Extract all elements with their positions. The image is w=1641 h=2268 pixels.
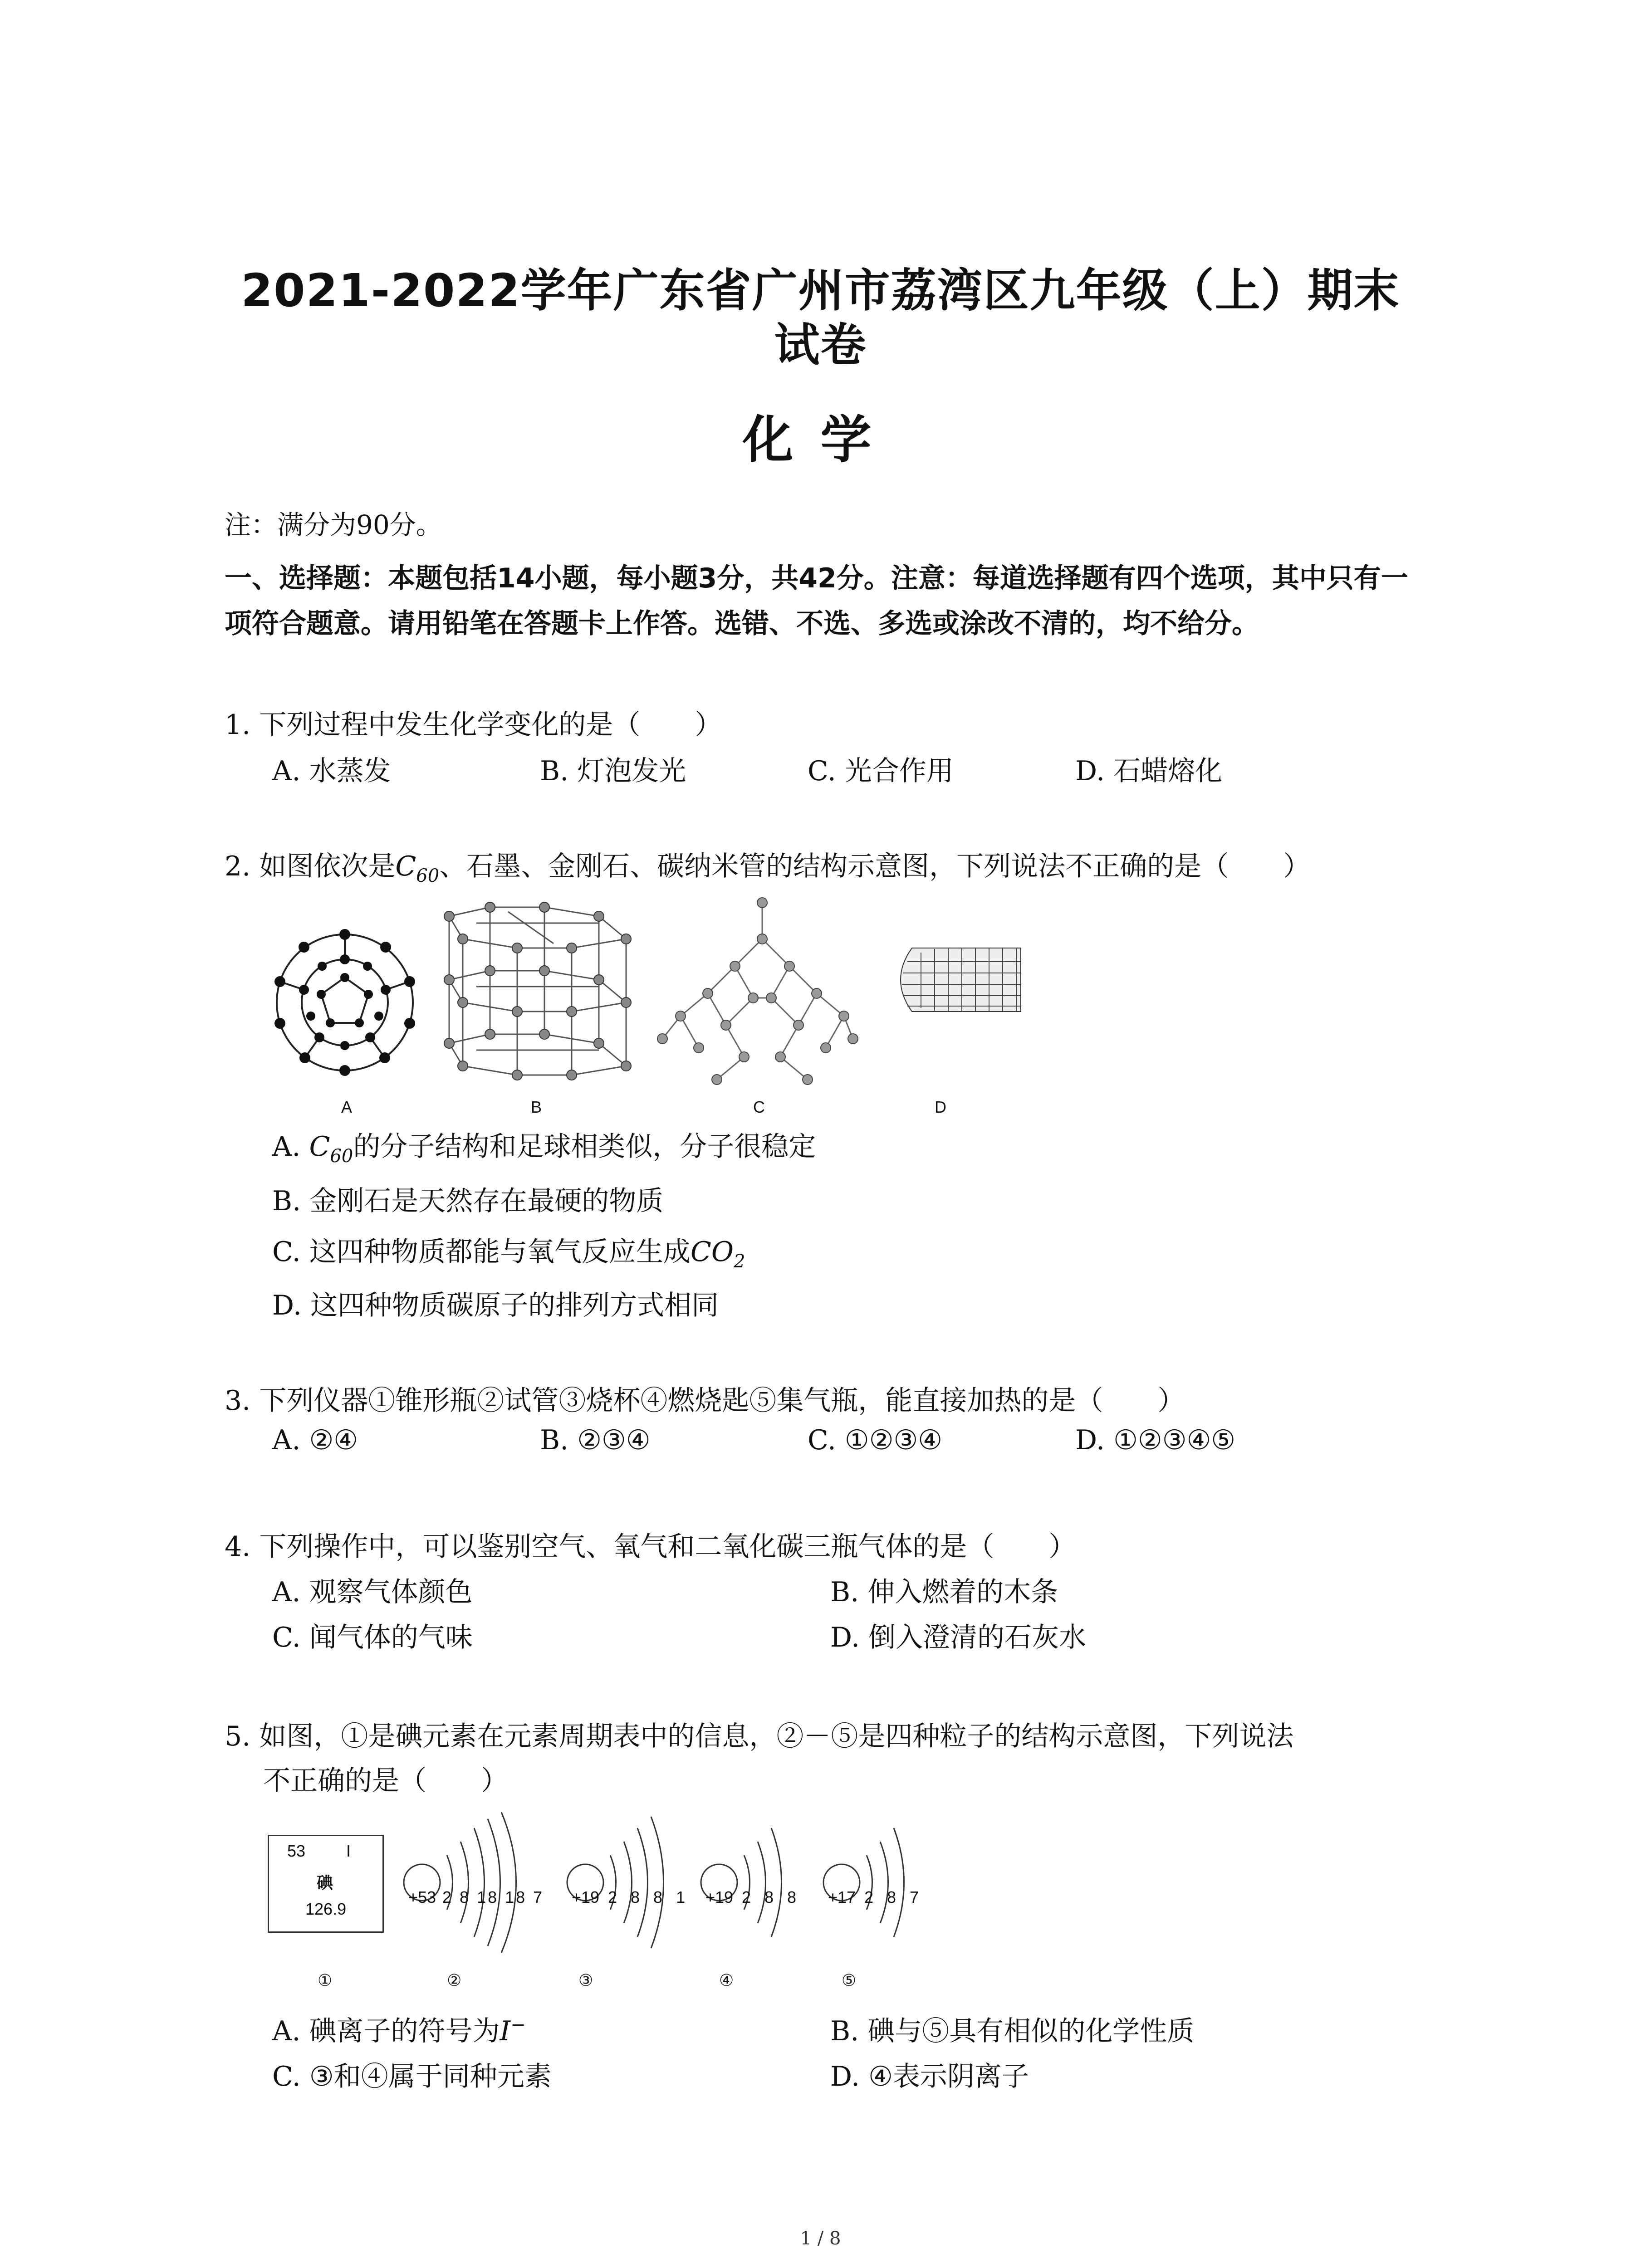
q2-stem: [225, 845, 1310, 886]
particle4-shells: 2 8 8: [742, 1888, 801, 1906]
element-name: 碘: [317, 1873, 333, 1892]
section-instructions: 一、选择题：本题包括14小题，每小题3分，共42分。注意：每道选择题有四个选项，其中只有一项符合题意。请用铅笔在答题卡上作答。选错、不选、多选或涂改不清的，均不给分。: [225, 562, 1408, 640]
particle5-shells: 2 8 7: [864, 1888, 924, 1906]
nanotube-structure-illustration: [901, 948, 1021, 1012]
q5-fig-label-1: ①: [318, 1971, 333, 1989]
q1-option-d[interactable]: D. 石蜡熔化: [1075, 755, 1223, 787]
element-atomic-number: 53: [287, 1842, 306, 1860]
iodine-element-card: [268, 1835, 384, 1933]
q3-option-b[interactable]: B. ②③④: [540, 1424, 651, 1456]
q5-stem-line1: 5. 如图，①是碘元素在元素周期表中的信息，②－⑤是四种粒子的结构示意图，下列说法: [225, 1721, 1294, 1752]
q2-formula-c60: $C_{60}$: [395, 850, 440, 886]
q5-fig-label-2: ②: [447, 1971, 462, 1989]
exam-title-line1: 2021-2022学年广东省广州市荔湾区九年级（上）期末: [241, 264, 1400, 317]
q5-option-b[interactable]: B. 碘与⑤具有相似的化学性质: [830, 2015, 1195, 2047]
q2-stem-post: 、石墨、金刚石、碳纳米管的结构示意图，下列说法不正确的是（ ）: [439, 850, 1311, 882]
subject-heading: 化学: [742, 411, 899, 469]
q3-stem: 3. 下列仪器①锥形瓶②试管③烧杯④燃烧匙⑤集气瓶，能直接加热的是（ ）: [225, 1385, 1185, 1417]
diamond-structure-illustration: [657, 898, 858, 1085]
q2-carbon-structures-figure: [254, 889, 1053, 1125]
particle2-nucleus: +53: [408, 1888, 436, 1906]
element-atomic-mass: 126.9: [305, 1900, 347, 1918]
q5-option-a[interactable]: A. 碘离子的符号为I−: [272, 2014, 526, 2047]
q5-fig-label-5: ⑤: [842, 1971, 857, 1989]
q1-stem: 1. 下列过程中发生化学变化的是（ ）: [225, 709, 722, 741]
q2-fig-label-d: D: [935, 1098, 946, 1116]
q3-option-d[interactable]: D. ①②③④⑤: [1075, 1424, 1236, 1456]
q2-option-b[interactable]: B. 金刚石是天然存在最硬的物质: [272, 1185, 664, 1217]
q3-option-a[interactable]: A. ②④: [272, 1424, 358, 1456]
q5-stem-line2: 不正确的是（ ）: [263, 1765, 508, 1797]
q5-option-d[interactable]: D. ④表示阴离子: [830, 2061, 1029, 2092]
q4-stem: 4. 下列操作中，可以鉴别空气、氧气和二氧化碳三瓶气体的是（ ）: [225, 1531, 1076, 1563]
c60-structure-illustration: [274, 929, 415, 1076]
exam-title-line2: 试卷: [774, 318, 867, 371]
q2-fig-label-c: C: [753, 1098, 765, 1116]
q3-option-c[interactable]: C. ①②③④: [808, 1424, 943, 1456]
page-number: 1 / 8: [800, 2228, 841, 2249]
particle4-nucleus: +19: [705, 1888, 734, 1906]
q5-fig-label-4: ④: [719, 1971, 734, 1989]
q1-option-c[interactable]: C. 光合作用: [808, 755, 954, 787]
particle3-shells: 2 8 8 1: [608, 1888, 690, 1906]
q4-option-a[interactable]: A. 观察气体颜色: [272, 1576, 473, 1608]
particle3-nucleus: +19: [572, 1888, 600, 1906]
q5-option-c[interactable]: C. ③和④属于同种元素: [272, 2061, 552, 2092]
q1-option-a[interactable]: A. 水蒸发: [272, 755, 391, 787]
score-note: 注：满分为90分。: [225, 509, 442, 540]
q2-fig-label-b: B: [531, 1098, 542, 1116]
q2-option-c[interactable]: C. 这四种物质都能与氧气反应生成$CO_2$: [272, 1236, 745, 1272]
q2-fig-label-a: A: [341, 1098, 353, 1116]
q5-fig-label-3: ③: [578, 1971, 593, 1989]
q2-stem-pre: 2. 如图依次是: [225, 850, 396, 882]
q2-option-a[interactable]: A. $C_{60}$的分子结构和足球相类似，分子很稳定: [272, 1131, 816, 1167]
q4-option-c[interactable]: C. 闻气体的气味: [272, 1622, 473, 1653]
particle2-shells: 2 8 18 18 7: [442, 1888, 544, 1906]
q4-option-d[interactable]: D. 倒入澄清的石灰水: [830, 1622, 1087, 1653]
q4-option-b[interactable]: B. 伸入燃着的木条: [830, 1576, 1058, 1608]
q5-particle-diagrams: [395, 1805, 916, 1960]
q2-option-d[interactable]: D. 这四种物质碳原子的排列方式相同: [272, 1290, 719, 1321]
element-symbol: I: [346, 1842, 351, 1860]
q1-option-b[interactable]: B. 灯泡发光: [540, 755, 686, 787]
graphite-structure-illustration: [444, 902, 631, 1080]
particle5-nucleus: +17: [828, 1888, 856, 1906]
